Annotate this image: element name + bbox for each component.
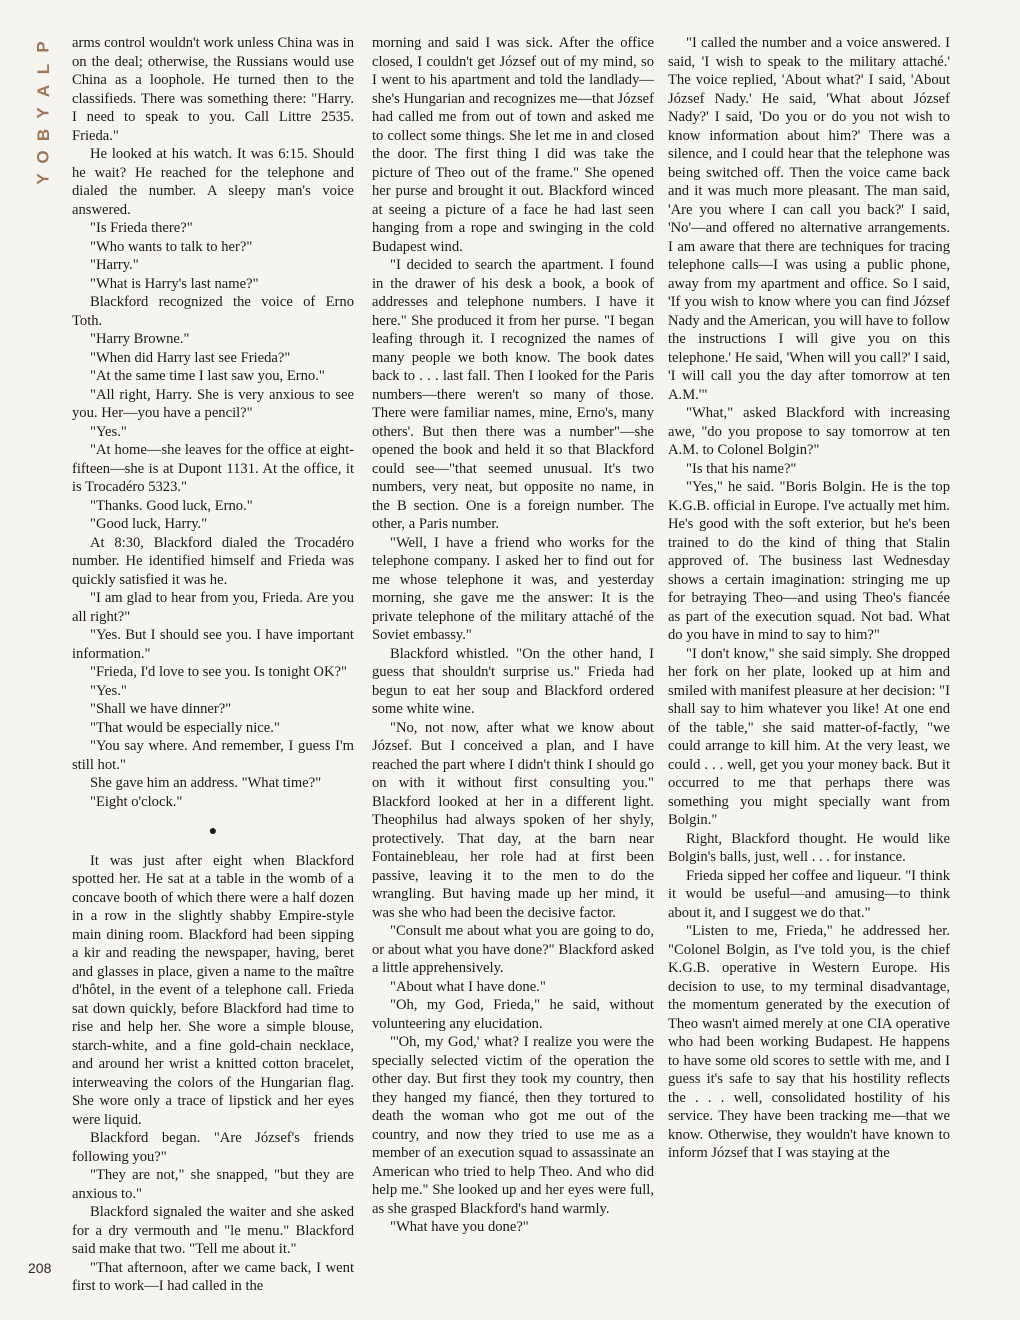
paragraph: Frieda sipped her coffee and liqueur. "I think it would be useful—and amusing—to think about it, and I suggest we do that." bbox=[668, 867, 950, 921]
paragraph: "No, not now, after what we know about József. But I conceived a plan, and I have reached the part where I didn't think I should go on with it without first consulting you." Blackford looked at her in a different light. Theophilus had always spoken of her shyly, protectively. That day, at the barn near Fontainebleau, her role had at first been passive, leaving it to the men to do the wrangling. But having made up her mind, it was she who had been the decisive factor. bbox=[372, 719, 654, 921]
paragraph: "Listen to me, Frieda," he addressed her. "Colonel Bolgin, as I've told you, is the chief K.G.B. operative in Western Europe. His decision to use, to my terminal disadvantage, the momentum generated by the execution of Theo wasn't aimed merely at one CIA operative who had been working Budapest. He happens to have some old scores to settle with me, and I guess it's safe to say that his hostility reflects the . . . well, consolidated hostility of his service. They have been tracking me—that we know. Otherwise, they wouldn't have known to inform József that I was staying at the bbox=[668, 923, 950, 1161]
masthead-letter: O bbox=[33, 150, 53, 164]
paragraph: "Well, I have a friend who works for the telephone company. I asked her to find out for me whose telephone it was, and yesterday morning, she gave me the answer: It is the private telephone of the military attaché of the Soviet embassy." bbox=[372, 534, 654, 643]
paragraph: "Harry Browne." bbox=[90, 331, 190, 347]
text-column-right bbox=[668, 34, 950, 1284]
paragraph: "Yes." bbox=[90, 682, 127, 699]
paragraph: "What," asked Blackford with increasing awe, "do you propose to say tomorrow at ten A.M. to Colonel Bolgin?" bbox=[668, 405, 950, 458]
paragraph: "About what I have done." bbox=[390, 978, 546, 995]
paragraph: "Thanks. Good luck, Erno." bbox=[90, 497, 253, 514]
masthead-letter: P bbox=[34, 41, 53, 53]
paragraph: "'Oh, my God,' what? I realize you were the specially selected victim of the operation the other day. But first they took my country, then they hanged my fiancé, then they tortured to death the woman who got me out of the country, and now they tried to use me as a member of an execution squad to assassinate an American who tried to help Theo. And who did help me." She looked up and her eyes were full, as she grasped Blackford's hand warmly. bbox=[372, 1034, 654, 1217]
paragraph: He looked at his watch. It was 6:15. Should he wait? He reached for the telephone and dialed the number. A sleepy man's voice answered. bbox=[72, 146, 354, 218]
paragraph: Blackford recognized the voice of Erno Toth. bbox=[72, 294, 354, 329]
paragraph: arms control wouldn't work unless China was in on the deal; otherwise, the Russians would use China as a loophole. He turned then to the classifieds. There was something there: "Harry. I need to speak to you. Call Littre 2535. Frieda." bbox=[72, 35, 354, 144]
paragraph: "Eight o'clock." bbox=[90, 793, 183, 810]
paragraph: "Shall we have dinner?" bbox=[90, 701, 232, 717]
paragraph: "That would be especially nice." bbox=[90, 719, 280, 736]
masthead-letter: Y bbox=[34, 173, 53, 185]
paragraph: "Good luck, Harry." bbox=[90, 516, 208, 532]
paragraph: Right, Blackford thought. He would like Bolgin's balls, just, well . . . for instance. bbox=[668, 830, 950, 865]
paragraph: "Consult me about what you are going to do, or about what you have done?" Blackford asked a little apprehensively. bbox=[372, 923, 654, 976]
paragraph: "At the same time I last saw you, Erno." bbox=[90, 368, 325, 384]
paragraph: "Yes," he said. "Boris Bolgin. He is the top K.G.B. official in Europe. I've actually met him. He's good with the soft exterior, but he's been trained to do the kind of thing that Stalin approved of. The business last Wednesday shows a certain imagination: stringing me up for betraying Theo—and using Theo's fiancée as part of the execution squad. Not bad. What do you have in mind to say to him?" bbox=[668, 479, 950, 643]
paragraph: "Yes." bbox=[90, 423, 127, 440]
paragraph: "Harry." bbox=[90, 257, 139, 273]
paragraph: "What have you done?" bbox=[390, 1219, 529, 1235]
paragraph: Blackford signaled the waiter and she asked for a dry vermouth and "le menu." Blackford said make that two. "Tell me about it." bbox=[72, 1204, 354, 1257]
paragraph: "They are not," she snapped, "but they are anxious to." bbox=[72, 1167, 354, 1202]
paragraph: "When did Harry last see Frieda?" bbox=[90, 349, 291, 366]
paragraph: "I called the number and a voice answered. I said, 'I wish to speak to the military attaché.' The voice replied, 'About what?' I said, 'About József Nady.' He said, 'What about József Nady?' I said, 'Do you or do you not wish to know information about him?' There was a silence, and I could hear that the telephone was being switched off. Then the voice came back and it was much more pleasant. The man said, 'Are you where I can call you back?' I said, 'No'—and offered no alternative arrangements. I am aware that there are techniques for tracing telephone calls—I was using a public phone, away from my apartment and office. So I said, 'If you wish to know where you can find József Nady and the American, you will have to follow the instructions I will give you on this telephone.' He said, 'When will you call?' I said, 'I will call you the day after tomorrow at ten A.M.'" bbox=[668, 35, 950, 403]
paragraph: "I don't know," she said simply. She dropped her fork on her plate, looked up at him and smiled with manifest pleasure at her decision: "I shall say to him whatever you like! At one end of the table," she said matter-of-factly, "we could arrange to kill him. At the very least, we could . . . well, get you your money back. But it occurred to me that perhaps there was something you might specially want from Bolgin." bbox=[668, 645, 950, 828]
paragraph: "I decided to search the apartment. I found in the drawer of his desk a book, a book of addresses and telephone numbers. I have it here." She produced it from her purse. "I began leafing through it. I recognized the names of many people we both know. The book dates back to . . . last fall. Then I looked for the Paris numbers—there weren't so many of those. There were familiar names, mine, Erno's, many others'. But then there was a number"—she opened the book and held it so that Blackford could see—"that seemed unusual. It's two numbers, very neat, but opposite no name, in the B section. One is a foreign number. The other, a Paris number. bbox=[372, 257, 654, 532]
paragraph: "Frieda, I'd love to see you. Is tonight OK?" bbox=[90, 664, 347, 680]
text-column-left bbox=[72, 34, 354, 1294]
paragraph: morning and said I was sick. After the office closed, I couldn't get József out of my mind, so I went to his apartment and told the landlady—she's Hungarian and recognizes me—that József had called me from out of town and asked me to collect some things. She let me in and closed the door. The first thing I did was take the picture of Theo out of the frame." She opened her purse and brought it out. Blackford winced at seeing a picture of a face he had last seen hanging from a rope and swinging in the cold Budapest wind. bbox=[372, 35, 654, 255]
paragraph: "Is that his name?" bbox=[686, 460, 797, 477]
page-number: 208 bbox=[28, 1260, 52, 1276]
paragraph: "What is Harry's last name?" bbox=[90, 275, 259, 292]
paragraph: "Yes. But I should see you. I have important information." bbox=[72, 627, 354, 662]
text-column-middle bbox=[372, 34, 654, 1284]
paragraph: At 8:30, Blackford dialed the Trocadéro number. He identified himself and Frieda was quickly satisfied it was he. bbox=[72, 534, 354, 588]
paragraph: "Oh, my God, Frieda," he said, without volunteering any elucidation. bbox=[372, 997, 654, 1032]
paragraph: "That afternoon, after we came back, I went first to work—I had called in the bbox=[72, 1259, 354, 1294]
masthead-letter: Y bbox=[34, 107, 53, 119]
paragraph: "All right, Harry. She is very anxious to see you. Her—you have a pencil?" bbox=[72, 386, 354, 421]
paragraph: "At home—she leaves for the office at eight-fifteen—she is at Dupont 1131. At the office, it is Trocadéro 5323." bbox=[72, 442, 354, 495]
playboy-masthead bbox=[26, 36, 62, 190]
paragraph: "I am glad to hear from you, Frieda. Are you all right?" bbox=[72, 590, 354, 625]
paragraph: "You say where. And remember, I guess I'm still hot." bbox=[72, 738, 354, 773]
masthead-letter: L bbox=[33, 63, 53, 75]
paragraph: Blackford began. "Are József's friends following you?" bbox=[72, 1130, 354, 1165]
paragraph: "Who wants to talk to her?" bbox=[90, 238, 253, 255]
masthead-letter: A bbox=[34, 84, 53, 98]
paragraph: It was just after eight when Blackford spotted her. He sat at a table in the womb of a concave booth of which there were a half dozen in a row in the slightly shabby Empire-style main dining room. Blackford had been sipping a kir and reading the newspaper, having, beret and glasses in place, given a name to the maître d'hôtel, in the event of a telephone call. Frieda sat down quickly, before Blackford had time to rise and help her. She wore a simple blouse, starch-white, and a fine gold-chain necklace, and around her wrist a knitted cotton bracelet, interweaving the colors of the Hungarian flag. She wore only a trace of lipstick and her eyes were liquid. bbox=[72, 852, 354, 1128]
paragraph: She gave him an address. "What time?" bbox=[90, 775, 322, 791]
paragraph: Blackford whistled. "On the other hand, I guess that shouldn't surprise us." Frieda had begun to eat her soup and Blackford ordered some white wine. bbox=[372, 645, 654, 717]
section-divider: ● bbox=[208, 824, 218, 839]
masthead-letter: B bbox=[34, 128, 53, 142]
paragraph: "Is Frieda there?" bbox=[90, 220, 193, 236]
